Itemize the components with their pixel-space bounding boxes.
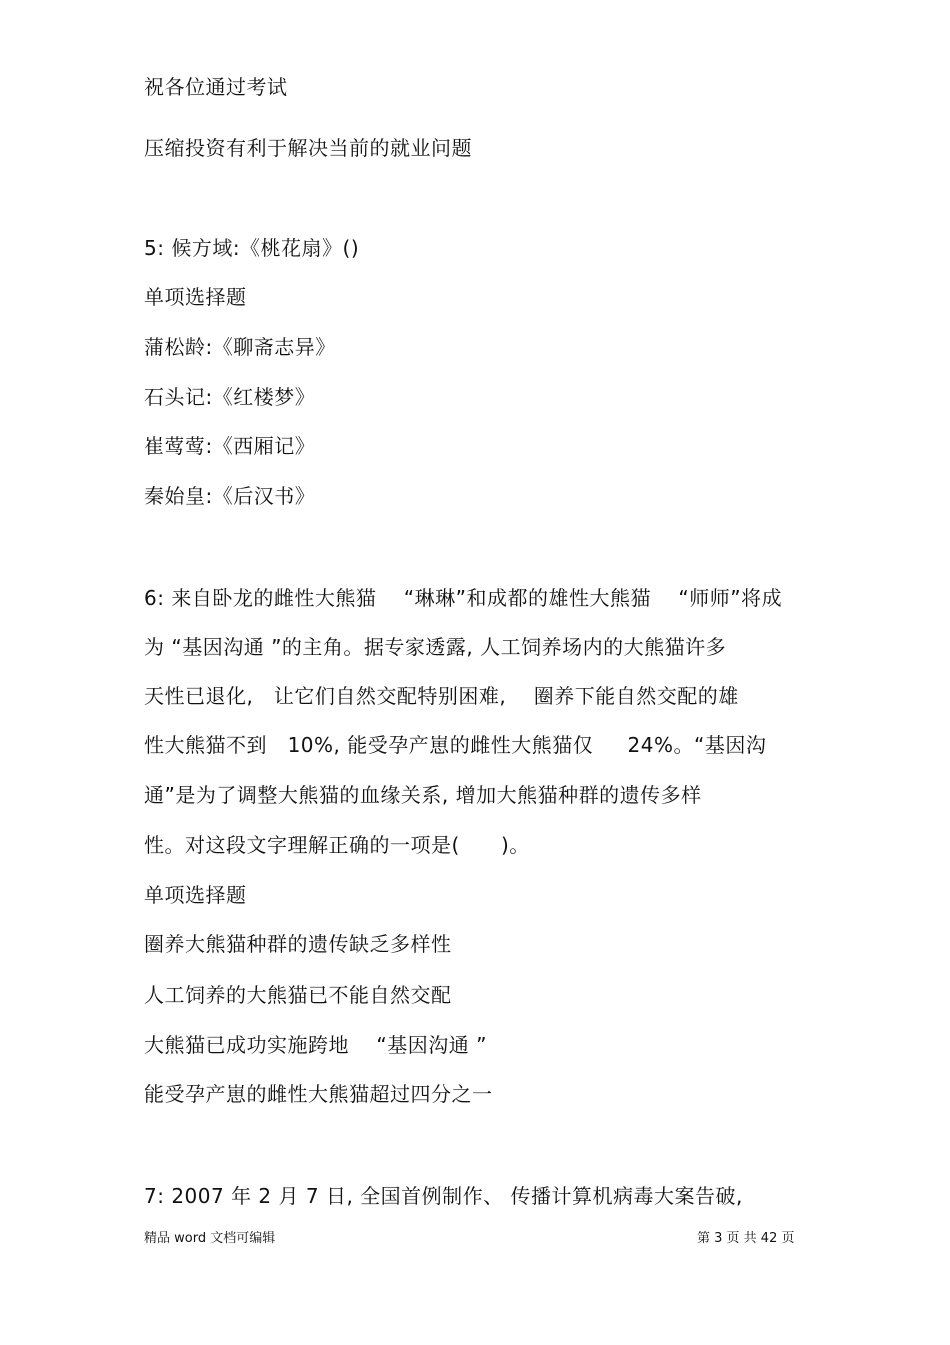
question-7-stem: 7: 2007 年 2 月 7 日, 全国首例制作、 传播计算机病毒大案告破, [144, 1184, 743, 1208]
answer-option: 秦始皇:《后汉书》 [144, 484, 316, 508]
text-line: 压缩投资有利于解决当前的就业问题 [144, 136, 472, 160]
answer-option: 石头记:《红楼梦》 [144, 385, 316, 409]
question-6-stem: 6: 来自卧龙的雌性大熊猫 “琳琳”和成都的雄性大熊猫 “师师”将成 [144, 586, 783, 610]
footer-page-number: 第 3 页 共 42 页 [697, 1231, 795, 1246]
question-6-stem: 性。对这段文字理解正确的一项是( )。 [144, 833, 530, 857]
answer-option: 蒲松龄:《聊斋志异》 [144, 335, 336, 359]
footer-left-text: 精品 word 文档可编辑 [144, 1231, 276, 1246]
question-5-stem: 5: 候方域:《桃花扇》() [144, 236, 360, 260]
answer-option: 大熊猫已成功实施跨地 “基因沟通 ” [144, 1033, 488, 1057]
question-6-stem: 性大熊猫不到 10%, 能受孕产崽的雌性大熊猫仅 24%。“基因沟 [144, 733, 767, 757]
question-type-label: 单项选择题 [144, 883, 247, 907]
answer-option: 圈养大熊猫种群的遗传缺乏多样性 [144, 932, 452, 956]
answer-option: 能受孕产崽的雌性大熊猫超过四分之一 [144, 1082, 493, 1106]
question-6-stem: 天性已退化, 让它们自然交配特别困难, 圈养下能自然交配的雄 [144, 684, 739, 708]
question-6-stem: 通”是为了调整大熊猫的血缘关系, 增加大熊猫种群的遗传多样 [144, 783, 702, 807]
answer-option: 人工饲养的大熊猫已不能自然交配 [144, 983, 452, 1007]
question-type-label: 单项选择题 [144, 285, 247, 309]
text-line: 祝各位通过考试 [144, 75, 288, 99]
answer-option: 崔莺莺:《西厢记》 [144, 434, 316, 458]
question-6-stem: 为 “基因沟通 ”的主角。据专家透露, 人工饲养场内的大熊猫许多 [144, 635, 727, 659]
